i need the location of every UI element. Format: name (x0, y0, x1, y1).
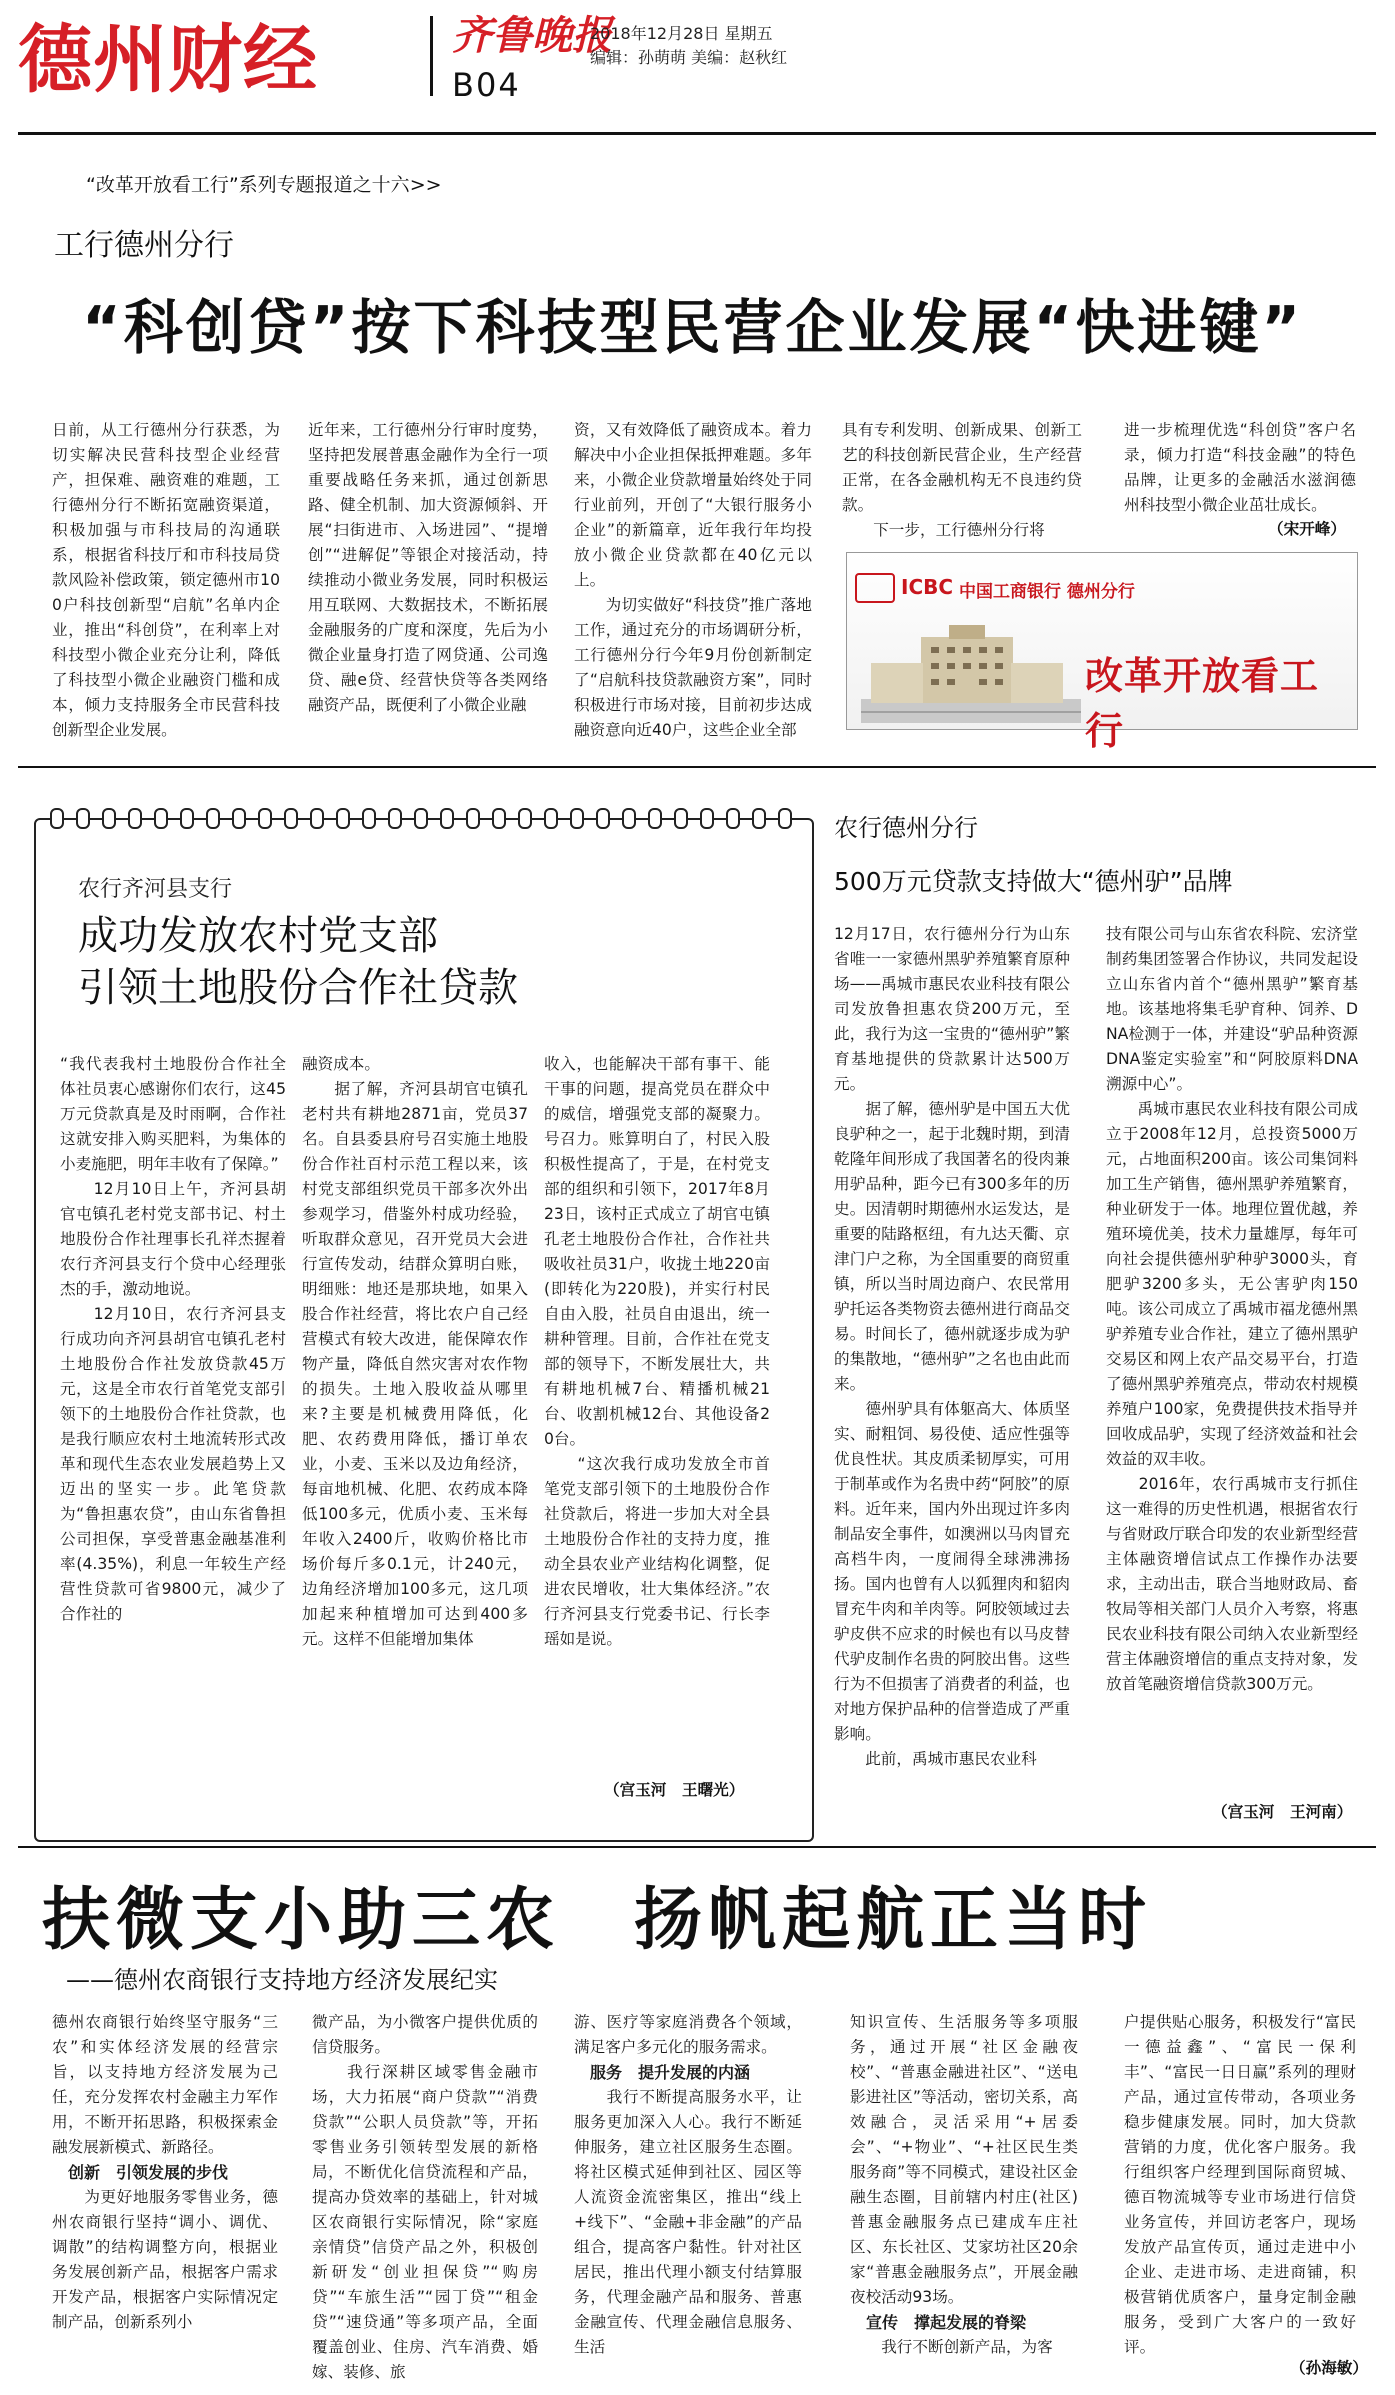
notebook-ring-icon (336, 808, 350, 829)
article4-paragraph: 游、医疗等家庭消费各个领域，满足客户多元化的服务需求。 (574, 2013, 802, 2056)
icbc-logo-icon (855, 573, 895, 603)
notebook-ring-icon (648, 808, 662, 829)
icbc-logo-text: ICBC (901, 575, 954, 599)
article4-paragraph: 我行深耕区域零售金融市场，大力拓展“商户贷款”“消费贷款”“公职人员贷款”等，开拓零售业务引领转型发展的新格局，不断优化信贷流程和产品，提高办贷效率的基础上，针对城区农商银行实际情况，除“家庭亲情贷”信贷产品之外，积极创新研发“创业担保贷”“购房贷”“车旅生活”“园丁贷”“租金贷”“速贷通”等多项产品，全面覆盖创业、住房、汽车消费、婚嫁、装修、旅 (312, 2063, 538, 2381)
header-divider (430, 16, 433, 96)
article2-column-3: 收入，也能解决干部有事干、能干事的问题，提高党员在群众中的威信，增强党支部的凝聚力。号召力。账算明白了，村民入股积极性提高了，于是，在村党支部的组织和引领下，2017年8月23日，该村正式成立了胡官屯镇孔老土地股份合作社，合作社共吸收社员31户，收拢土地220亩(即转化为220股)，并实行村民自由入股，社员自由退出，统一耕种管理。目前，合作社在党支部的领导下，不断发展壮大，共有耕地机械7台、精播机械21台、收割机械12台、其他设备20台。 “这次我行成功发放全市首笔党支部引领下的土地股份合作社贷款后，将进一步加大对全县土地股份合作社的支持力度，推动全县农业产业结构化调整，促进农民增收，壮大集体经济。”农行齐河县支行党委书记、行长李瑶如是说。 (544, 1055, 770, 1648)
notebook-ring-icon (622, 808, 636, 829)
notebook-ring-icon (726, 808, 740, 829)
article4-paragraph: 为更好地服务零售业务，德州农商银行坚持“调小、调优、调散”的结构调整方向，根据业务发展创新产品，根据客户需求开发产品，根据客户实际情况定制产品，创新系列小 (52, 2188, 278, 2331)
banner-slogan: 改革开放看工行 (1085, 654, 1320, 753)
article4-subhead: 服务 提升发展的内涵 (574, 2063, 751, 2082)
notebook-ring-icon (180, 808, 194, 829)
article4-column-1 (52, 2010, 278, 2385)
article3-headline: 500万元贷款支持做大“德州驴”品牌 (834, 867, 1233, 896)
article4-paragraph: 德州农商银行始终坚守服务“三农”和实体经济发展的经营宗旨，以支持地方经济发展为己任，充分发挥农村金融主力军作用，不断开拓思路，积极探索金融发展新模式、新路径。 (52, 2013, 278, 2156)
article2-headline-line1: 成功发放农村党支部 (78, 913, 438, 959)
notebook-ring-icon (518, 808, 532, 829)
article2-author: （宫玉河 王曙光） (604, 1781, 745, 1799)
notebook-ring-icon (596, 808, 610, 829)
article3-kicker: 农行德州分行 (834, 814, 978, 842)
article4-column-4 (850, 2010, 1078, 2385)
notebook-ring-icon (76, 808, 90, 829)
article1-column-2: 近年来，工行德州分行审时度势，坚持把发展普惠金融作为全行一项重要战略任务来抓，通过创新思路、健全机制、加大资源倾斜、开展“扫街进市、入场进园”、“提增创”“进解促”等银企对接活动，持续推动小微业务发展，同时积极运用互联网、大数据技术，不断拓展金融服务的广度和深度，先后为小微企业量身打造了网贷通、公司逸贷、融e贷、经营快贷等各类网络融资产品，既便利了小微企业融 (308, 421, 548, 714)
article1-column-1: 日前，从工行德州分行获悉，为切实解决民营科技型企业经营产，担保难、融资难的难题，工行德州分行不断拓宽融资渠道，积极加强与市科技局的沟通联系，根据省科技厅和市科技局贷款风险补偿政策，锁定德州市100户科技创新型“启航”名单内企业，推出“科创贷”，在利率上对科技型小微企业充分让利，降低了科技型小微企业融资门槛和成本，倾力支持服务全市民营科技创新型企业发展。 (52, 421, 280, 739)
article4-column-3 (574, 2010, 802, 2385)
article3-author: （宫玉河 王河南） (1212, 1803, 1353, 1821)
article4-paragraph: 知识宣传、生活服务等多项服务，通过开展“社区金融夜校”、“普惠金融进社区”、“送电影进社区”等活动，密切关系，高效融合，灵活采用“+居委会”、“+物业”、“+社区民生类服务商”等不同模式，建设社区金融生态圈，目前辖内村庄(社区)普惠金融服务点已建成车庄社区、东长社区、艾家坊社区20余家“普惠金融服务点”，开展金融夜校活动93场。 (850, 2013, 1078, 2306)
article4-column-2 (312, 2010, 538, 2385)
article4-paragraph: 我行不断提高服务水平，让服务更加深入人心。我行不断延伸服务，建立社区服务生态圈。将社区模式延伸到社区、园区等人流资金流密集区，推出“线上+线下”、“金融+非金融”的产品组合，提高客户黏性。针对社区居民，推出代理小额支付结算服务，代理金融产品和服务、普惠金融宣传、代理金融信息服务、生活 (574, 2088, 802, 2356)
article1-headline: “科创贷”按下科技型民营企业发展“快进键” (82, 293, 1304, 362)
notebook-ring-icon (778, 808, 792, 829)
article1-kicker: 工行德州分行 (54, 228, 234, 263)
icbc-banner (846, 552, 1358, 753)
notebook-ring-icon (206, 808, 220, 829)
mid-rule-1 (18, 766, 1376, 768)
notebook-ring-icon (284, 808, 298, 829)
notebook-ring-icon (674, 808, 688, 829)
mid-rule-2 (18, 1846, 1376, 1848)
header-rule (18, 132, 1376, 135)
series-line: “改革开放看工行”系列专题报道之十六>> (86, 174, 442, 196)
article2-kicker: 农行齐河县支行 (78, 877, 233, 902)
article1-column-3: 资，又有效降低了融资成本。着力解决中小企业担保抵押难题。多年来，小微企业贷款增量始终处于同行业前列，开创了“大银行服务小企业”的新篇章，近年我行年均投放小微企业贷款都在40亿元以上。 为切实做好“科技贷”推广落地工作，通过充分的市场调研分析，工行德州分行今年9月份创新制定了“启航科技贷款融资方案”，同时积极进行市场对接，目前初步达成融资意向近40户，这些企业全部 (574, 421, 812, 739)
notebook-ring-icon (258, 808, 272, 829)
notebook-ring-icon (154, 808, 168, 829)
article3-column-2: 技有限公司与山东省农科院、宏济堂制药集团签署合作协议，共同发起设立山东省内首个“德州黑驴”繁育基地。该基地将集毛驴育种、饲养、DNA检测于一体，并建设“驴品种资源DNA鉴定实验室”和“阿胶原料DNA溯源中心”。 禹城市惠民农业科技有限公司成立于2008年12月，总投资5000万元，占地面积200亩。该公司集饲料加工生产销售，德州黑驴养殖繁育，种业研发于一体。地理位置优越，养殖环境优美，技术力量雄厚，每年可向社会提供德州驴种驴3000头，育肥驴3200多头，无公害驴肉150吨。该公司成立了禹城市福龙德州黑驴养殖专业合作社，建立了德州黑驴交易区和网上农产品交易平台，打造了德州黑驴养殖亮点，带动农村规模养殖户100家，免费提供技术指导并回收成品驴，实现了经济效益和社会效益的双丰收。 2016年，农行禹城市支行抓住这一难得的历史性机遇，根据省农行与省财政厅联合印发的农业新型经营主体融资增信试点工作操作办法要求，主动出击，联合当地财政局、畜牧局等相关部门人员介入考察，将惠民农业科技有限公司纳入农业新型经营主体融资增信的重点支持对象，发放首笔融资增信贷款300万元。 (1106, 925, 1358, 1693)
notebook-ring-icon (544, 808, 558, 829)
notebook-ring-icon (388, 808, 402, 829)
article1-column-4: 具有专利发明、创新成果、创新工艺的科技创新民营企业，生产经营正常，在各金融机构无不良违约贷款。 下一步，工行德州分行将 (842, 421, 1082, 539)
article3-column-1: 12月17日，农行德州分行为山东省唯一一家德州黑驴养殖繁育原种场——禹城市惠民农业科技有限公司发放鲁担惠农贷200万元，至此，我行为这一宝贵的“德州驴”繁育基地提供的贷款累计达500万元。 据了解，德州驴是中国五大优良驴种之一，起于北魏时期，到清乾隆年间形成了我国著名的役肉兼用驴品种，距今已有300多年的历史。因清朝时期德州水运发达，是重要的陆路枢纽，有九达天衢、京津门户之称，为全国重要的商贸重镇，所以当时周边商户、农民常用驴托运各类物资去德州进行商品交易。时间长了，德州就逐步成为驴的集散地，“德州驴”之名也由此而来。 德州驴具有体躯高大、体质坚实、耐粗饲、易役使、适应性强等优良性状。其皮质柔韧厚实，可用于制革或作为名贵中药“阿胶”的原料。近年来，国内外出现过许多肉制品安全事件，如澳洲以马肉冒充高档牛肉，一度闹得全球沸沸扬扬。国内也曾有人以狐狸肉和貂肉冒充牛肉和羊肉等。阿胶领域过去驴皮供不应求的时候也有以马皮替代驴皮制作名贵的阿胶出售。这些行为不但损害了消费者的利益，也对地方保护品种的信誉造成了严重影响。 此前，禹城市惠民农业科 (834, 925, 1070, 1768)
section-title: 德州财经 (18, 17, 318, 103)
article2-column-2: 融资成本。 据了解，齐河县胡官屯镇孔老村共有耕地2871亩，党员37名。自县委县府号召实施土地股份合作社百村示范工程以来，该村党支部组织党员干部多次外出参观学习，借鉴外村成功经验，听取群众意见，召开党员大会进行宣传发动，结群众算明白账，明细账：地还是那块地，如果入股合作社经营，将比农户自己经营模式有较大改进，能保障农作物产量，降低自然灾害对农作物的损失。土地入股收益从哪里来?主要是机械费用降低，化肥、农药费用降低，播订单农业，小麦、玉米以及边角经济，每亩地机械、化肥、农药成本降低100多元，优质小麦、玉米每年收入2400斤，收购价格比市场价每斤多0.1元，计240元，边角经济增加100多元，这几项加起来种植增加可达到400多元。这样不但能增加集体 (302, 1055, 528, 1648)
notebook-ring-icon (414, 808, 428, 829)
notebook-ring-icon (128, 808, 142, 829)
notebook-ring-icon (570, 808, 584, 829)
article1-author: （宋开峰） (1268, 520, 1346, 538)
notebook-ring-icon (700, 808, 714, 829)
bank-name-text: 中国工商银行 德州分行 (959, 582, 1135, 602)
page-code: B04 (452, 66, 521, 104)
article4-column-5 (1124, 2010, 1356, 2360)
bank-building-icon (861, 619, 1081, 723)
notebook-ring-icon (466, 808, 480, 829)
notebook-ring-icon (752, 808, 766, 829)
article4-paragraph: 户提供贴心服务，积极发行“富民一德益鑫”、“富民一保利丰”、“富民一日日赢”系列的理财产品，通过宣传带动，各项业务稳步健康发展。同时，加大贷款营销的力度，优化客户服务。我行组织客户经理到国际商贸城、德百物流城等专业市场进行信贷业务宣传，并回访老客户，现场发放产品宣传页，通过走进中小企业、走进市场、走进商铺，积极营销优质客户，量身定制金融服务，受到广大客户的一致好评。 (1124, 2013, 1356, 2356)
article1-column-5: 进一步梳理优选“科创贷”客户名录，倾力打造“科技金融”的特色品牌，让更多的金融活水滋润德州科技型小微企业茁壮成长。 (1124, 421, 1356, 514)
article4-paragraph: 我行不断创新产品，为客 (850, 2338, 1053, 2356)
notebook-ring-icon (232, 808, 246, 829)
notebook-ring-icon (440, 808, 454, 829)
article2-column-1: “我代表我村土地股份合作社全体社员衷心感谢你们农行，这45万元贷款真是及时雨啊，合作社这就安排入购买肥料，为集体的小麦施肥，明年丰收有了保障。” 12月10日上午，齐河县胡官屯镇孔老村党支部书记、村土地股份合作社理事长孔祥杰握着农行齐河县支行个贷中心经理张杰的手，激动地说。 12月10日，农行齐河县支行成功向齐河县胡官屯镇孔老村土地股份合作社发放贷款45万元，这是全市农行首笔党支部引领下的土地股份合作社贷款，也是我行顺应农村土地流转形式改革和现代生态农业发展趋势上又迈出的坚实一步。此笔贷款为“鲁担惠农贷”，由山东省鲁担公司担保，享受普惠金融基准利率(4.35%)，利息一年较生产经营性贷款可省9800元，减少了合作社的 (60, 1055, 286, 1623)
paper-name-logo: 齐鲁晚报 (452, 12, 612, 59)
article4-headline: 扶微支小助三农 扬帆起航正当时 (42, 1881, 1153, 1960)
notebook-ring-icon (362, 808, 376, 829)
article2-headline-line2: 引领土地股份合作社贷款 (78, 965, 518, 1011)
article4-subhead: 宣传 撑起发展的脊梁 (850, 2313, 1027, 2332)
notebook-ring-icon (492, 808, 506, 829)
article4-author: （孙海敏） (1290, 2359, 1368, 2377)
article4-subheadline: ——德州农商银行支持地方经济发展纪实 (66, 1966, 498, 1994)
notebook-ring-icon (102, 808, 116, 829)
article4-subhead: 创新 引领发展的步伐 (52, 2163, 229, 2182)
notebook-ring-icon (310, 808, 324, 829)
article4-paragraph: 微产品，为小微客户提供优质的信贷服务。 (312, 2013, 538, 2056)
notebook-ring-icon (50, 808, 64, 829)
editor-line: 编辑：孙萌萌 美编：赵秋红 (590, 48, 788, 67)
date-line: 2018年12月28日 星期五 (590, 24, 773, 43)
